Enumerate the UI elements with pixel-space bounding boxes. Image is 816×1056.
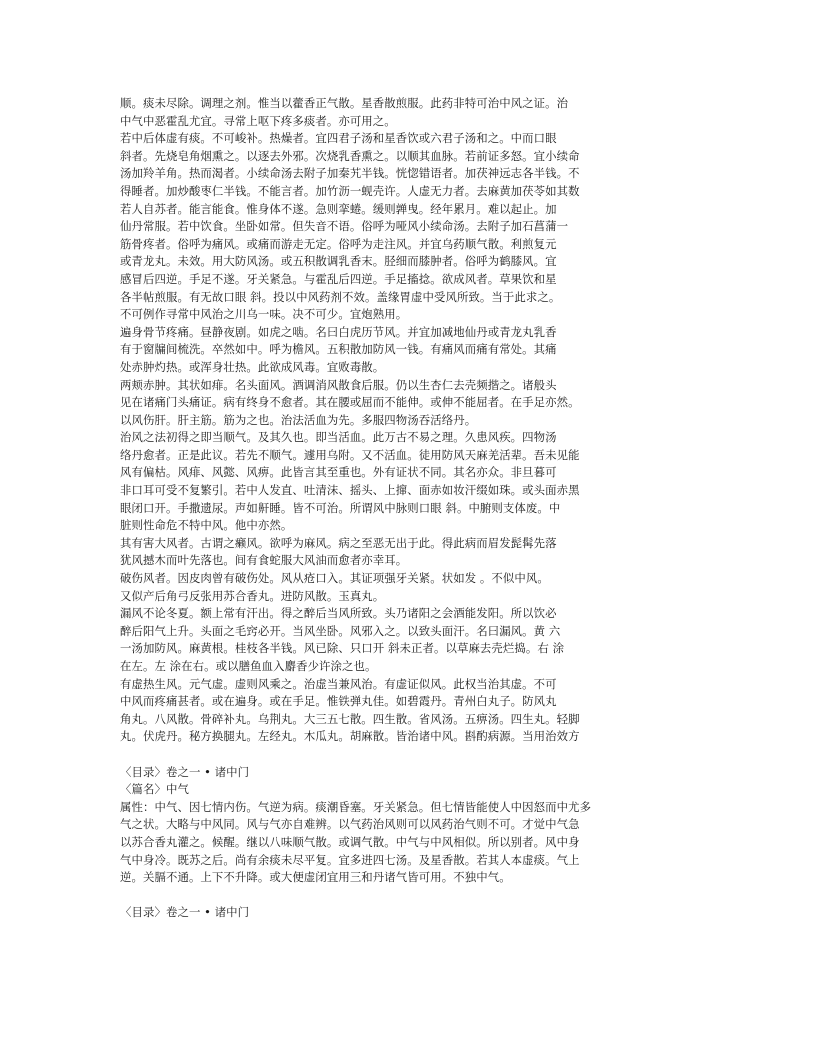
attribute-line: 气之状。大略与中风同。风与气亦自难辨。以气药治风则可以风药治气则不可。才觉中气急 [120,817,580,832]
text-line: 或青龙丸。未效。用大防风汤。或五积散调乳香末。胫细而膝肿者。俗呼为鹤膝风。宜 [120,254,557,269]
text-line: 汤加羚羊角。热而渴者。小续命汤去附子加秦艽半钱。恍惚错语者。加茯神远志各半钱。不 [120,166,580,181]
text-line: 若中后体虚有痰。不可峻补。热燥者。宜四君子汤和星香饮或六君子汤和之。中而口眼 [120,131,557,146]
text-line: 见在诸痛门头痛证。病有终身不愈者。其在腰或屈而不能伸。或伸不能屈者。在手足亦然。 [120,395,580,410]
text-line: 治风之法初得之即当顺气。及其久也。即当活血。此万古不易之理。久患风疾。四物汤 [120,430,557,445]
text-line: 眼闭口开。手撒遗尿。声如鼾睡。皆不可治。所谓风中脉则口眼 斜。中腑则支体废。中 [120,500,561,515]
text-line: 感冒后四逆。手足不遂。牙关紧急。与霍乱后四逆。手足搐捻。欲成风者。草果饮和星 [120,271,557,286]
text-line: 得睡者。加炒酸枣仁半钱。不能言者。加竹沥一蚬壳许。人虚无力者。去麻黄加茯苓如其数 [120,183,580,198]
text-line: 顺。痰未尽除。调理之剂。惟当以藿香正气散。星香散煎服。此药非特可治中风之证。治 [120,96,569,110]
paragraph-gap [120,887,700,905]
text-line: 有虚热生风。元气虚。虚则风乘之。治虚当兼风治。有虚证似风。此权当治其虚。不可 [120,676,557,691]
text-line: 又似产后角弓反张用苏合香丸。进防风散。玉真丸。 [120,588,385,603]
text-line: 破伤风者。因皮肉曾有破伤处。风从疮口入。其证项强牙关紧。状如发 。不似中风。 [120,571,549,586]
text-line: 风有偏枯。风痱、风懿、风痹。此皆言其至重也。外有证状不同。其名亦众。非旦暮可 [120,465,557,480]
text-body [120,95,700,922]
main-text-block [120,95,700,746]
paragraph-gap [120,746,700,764]
text-line: 其有害大风者。古谓之癞风。欲呼为麻风。病之至恶无出于此。得此病而眉发髭髯先落 [120,535,557,550]
toc-heading[interactable]: 〈目录〉卷之一 • 诸中门 [120,764,250,779]
text-line: 中风而疼痛甚者。或在遍身。或在手足。惟铁弹丸佳。如碧霞丹。青州白丸子。防风丸 [120,694,557,709]
attribute-line: 逆。关膈不通。上下不升降。或大便虚闭宜用三和丹诸气皆可用。不独中气。 [120,870,511,885]
text-line: 脏则性命危不特中风。他中亦然。 [120,518,293,533]
text-line: 筋骨疼者。俗呼为痛风。或痛而游走无定。俗呼为走注风。并宜乌药顺气散。利煎复元 [120,236,557,251]
text-line: 斜者。先烧皂角烟熏之。以逐去外邪。次烧乳香熏之。以顺其血脉。若前证多怒。宜小续命 [120,148,580,163]
text-line: 络丹愈者。正是此议。若先不顺气。遽用乌附。又不活血。徒用防风天麻羌活辈。吾未见能 [120,447,580,462]
text-line: 非口耳可受不复繁引。若中人发直、吐清沫、摇头、上撺、面赤如妆汗缀如珠。或头面赤黑 [120,483,580,498]
attribute-line: 气中身冷。既苏之后。尚有余痰未尽平复。宜多进四七汤。及星香散。若其人本虚痰。气上 [120,852,580,867]
attribute-line: 属性：中气、因七情内伤。气逆为病。痰潮昏塞。牙关紧急。但七情皆能使人中因怒而中尤多 [120,799,592,814]
text-line: 有于窗牖间梳洗。卒然如中。呼为檐风。五积散加防风一钱。有痛风而痛有常处。其痛 [120,342,557,357]
toc-heading[interactable]: 〈目录〉卷之一 • 诸中门 [120,905,250,920]
text-line: 各半帖煎服。有无故口眼 斜。投以中风药剂不效。盖缘胃虚中受风所致。当于此求之。 [120,289,561,304]
text-line: 遍身骨节疼痛。昼静夜剧。如虎之啮。名曰白虎历节风。并宜加减地仙丹或青龙丸乳香 [120,324,557,339]
text-line: 漏风不论冬夏。额上常有汗出。得之醉后当风所致。头乃诸阳之会酒能发阳。所以饮必 [120,606,557,621]
text-line: 处赤肿灼热。或浑身壮热。此欲成风毒。宜败毒散。 [120,359,385,374]
text-line: 以风伤肝。肝主筋。筋为之也。治法活血为先。多服四物汤吞活络丹。 [120,412,477,427]
text-line: 中气中恶霍乱尤宜。寻常上呕下疼多痰者。亦可用之。 [120,113,396,128]
section-title: 〈篇名〉中气 [120,782,189,797]
attribute-text-block [120,799,700,887]
text-line: 不可例作寻常中风治之川乌一味。决不可少。宜炮熟用。 [120,307,408,322]
text-line: 仙丹常服。若中饮食。坐卧如常。但失音不语。俗呼为哑风小续命汤。去附子加石菖蒲一 [120,219,569,234]
text-line: 犹风撼木而叶先落也。间有食蛇服大风油而愈者亦幸耳。 [120,553,408,568]
text-line: 丸。伏虎丹。秘方换腿丸。左经丸。木瓜丸。胡麻散。皆治诸中风。斟酌病源。当用治效方 [120,729,580,744]
text-line: 一汤加防风。麻黄根。桂枝各半钱。风已除、只口开 斜未正者。以草麻去壳烂捣。右 涂 [120,641,565,656]
text-line: 若人自苏者。能言能食。惟身体不遂。急则挛蜷。缓则亸曳。经年累月。难以起止。加 [120,201,557,216]
text-line: 两颊赤肿。其状如痱。名头面风。酒调消风散食后服。仍以生杏仁去壳频揩之。诸般头 [120,377,557,392]
text-line: 角丸。八风散。骨碎补丸。乌荆丸。大三五七散。四生散。省风汤。五痹汤。四生丸。轻脚 [120,711,580,726]
attribute-line: 以苏合香丸灌之。候醒。继以八味顺气散。或调气散。中气与中风相似。所以别者。风中身 [120,834,580,849]
text-line: 在左。左 涂在右。或以膳鱼血入麝香少许涂之也。 [120,659,377,673]
text-line: 醉后阳气上升。头面之毛窍必开。当风坐卧。风邪入之。以致头面汗。名曰漏风。黄 六 [120,623,561,638]
